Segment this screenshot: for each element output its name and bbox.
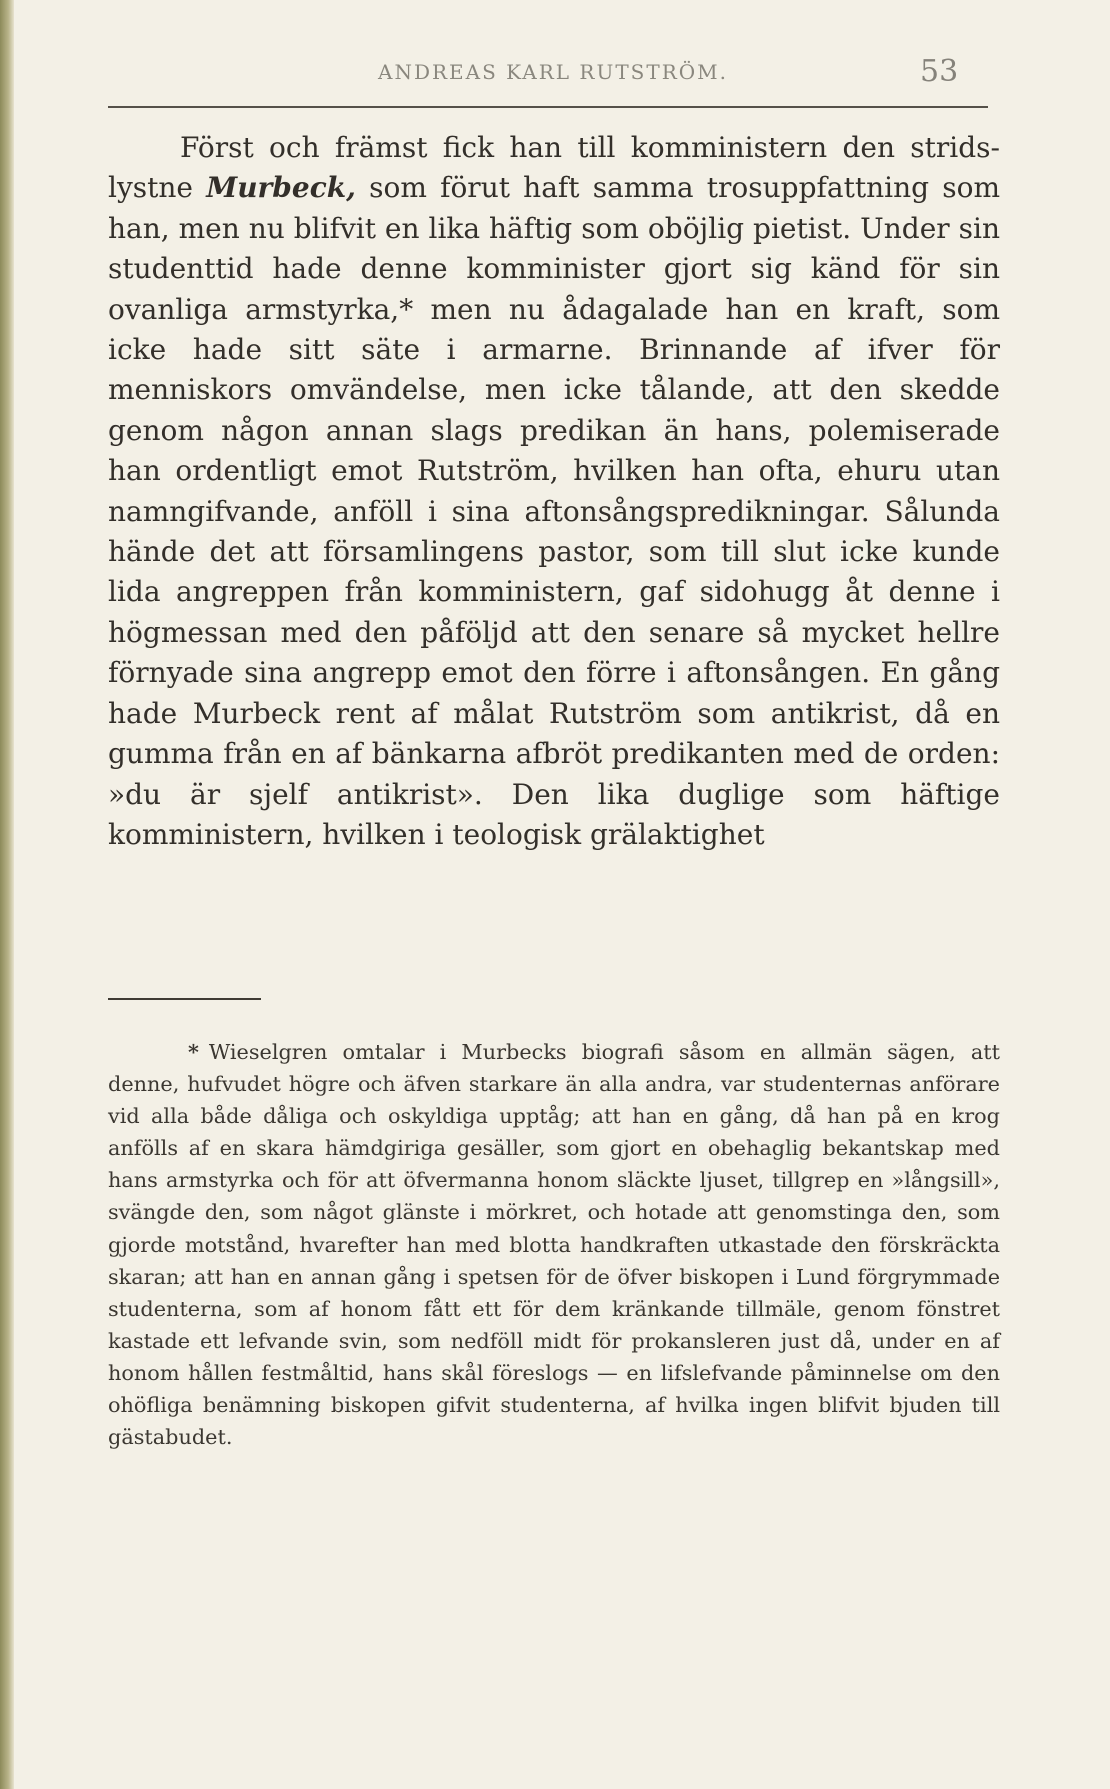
body-text-part-2: som förut haft samma trosuppfattning som han, men nu blifvit en lika häftig som oböjlig pietist. Under sin studenttid hade denne komminister gjort sig känd för sin ovanliga armstyrka,* men nu ådagalade han en kraft, som icke hade sitt säte i armarne. Brinnande af ifver för menniskors omvändelse, men icke tålande, att den skedde genom någon annan slags predikan än hans, polemiserade han ordentligt emot Rutström, hvilken han ofta, ehuru utan namngifvande, anföll i sina aftonsångspredikningar. Sålunda hände det att församlingens pastor, som till slut icke kunde lida angreppen från komministern, gaf sidohugg åt denne i högmessan med den påföljd att den senare så mycket hellre förnyade sina angrepp emot den förre i aftonsången. En gång hade Murbeck rent af målat Rutström som antikrist, då en gumma från en af bänkarna afbröt predikanten med de orden: »du är sjelf antikrist». Den lika duglige som häftige komministern, hvilken i teologisk grälaktighet bbox=[108, 171, 1000, 851]
footnote bbox=[108, 1036, 1000, 1453]
footnote-rule bbox=[108, 998, 261, 1000]
italic-name-murbeck: Murbeck, bbox=[206, 171, 356, 205]
running-title: ANDREAS KARL RUTSTRÖM. bbox=[378, 60, 728, 84]
header-rule bbox=[108, 106, 988, 108]
running-head bbox=[108, 54, 1000, 94]
footnote-text: Wieselgren omtalar i Murbecks biografi såsom en allmän sägen, att denne, hufvudet högre och äfven starkare än alla andra, var studenternas anförare vid alla både dåliga och oskyldiga upptåg; att han en gång, då han på en krog anfölls af en skara hämdgiriga gesäller, som gjort en obehaglig bekantskap med hans armstyrka och för att öfvermanna honom släckte ljuset, tillgrep en »långsill», svängde den, som något glänste i mörkret, och hotade att genomstinga den, som gjorde motstånd, hvarefter han med blotta handkraften utkastade den förskräckta skaran; att han en annan gång i spetsen för de öfver biskopen i Lund förgrymmade studenterna, som af honom fått ett för dem kränkande tillmäle, genom fönstret kastade ett lefvande svin, som nedföll midt för prokansleren just då, under en af honom hållen festmåltid, hans skål föreslogs — en lifslefvande påminnelse om den ohöfliga benämning biskopen gifvit studenterna, af hvilka ingen blifvit bjuden till gästabudet. bbox=[108, 1040, 1000, 1450]
body-text-part-1: Först och främst fick han till komministern den stridslystne bbox=[108, 131, 1000, 205]
body-paragraph bbox=[108, 128, 1000, 855]
book-page bbox=[108, 0, 1000, 1789]
page-number: 53 bbox=[920, 54, 959, 89]
footnote-mark: * bbox=[188, 1039, 199, 1064]
book-binding-edge bbox=[0, 0, 14, 1789]
